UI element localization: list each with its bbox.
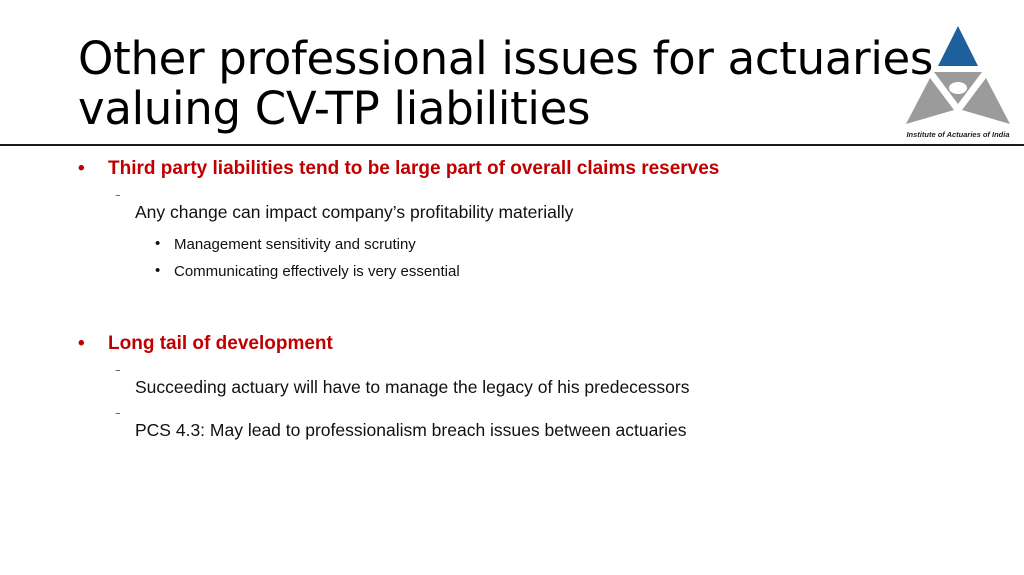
sub-sub-bullet-text: Communicating effectively is very essential bbox=[174, 263, 460, 280]
bullet-marker-icon: • bbox=[78, 158, 85, 179]
dash-marker-icon: ‾ bbox=[116, 370, 120, 382]
dash-marker-icon: ‾ bbox=[116, 413, 120, 425]
sub-bullet-text: Succeeding actuary will have to manage the legacy of his predecessors bbox=[135, 377, 690, 397]
bullet-text: Third party liabilities tend to be large part of overall claims reserves bbox=[108, 158, 720, 179]
logo-caption: Institute of Actuaries of India bbox=[906, 130, 1010, 139]
sub-sub-bullet-text: Management sensitivity and scrutiny bbox=[174, 236, 416, 253]
bullet-marker-icon: • bbox=[155, 235, 161, 252]
dash-marker-icon: ‾ bbox=[116, 195, 120, 207]
sub-bullet-text: Any change can impact company’s profitability materially bbox=[135, 202, 574, 222]
bullet-text: Long tail of development bbox=[108, 333, 333, 354]
slide-title-line-2: valuing CV-TP liabilities bbox=[78, 82, 591, 135]
bullet-marker-icon: • bbox=[155, 262, 161, 279]
bullet-marker-icon: • bbox=[78, 333, 85, 354]
slide-title-line-1: Other professional issues for actuaries bbox=[78, 32, 934, 85]
sub-bullet-text: PCS 4.3: May lead to professionalism breach issues between actuaries bbox=[135, 420, 687, 440]
